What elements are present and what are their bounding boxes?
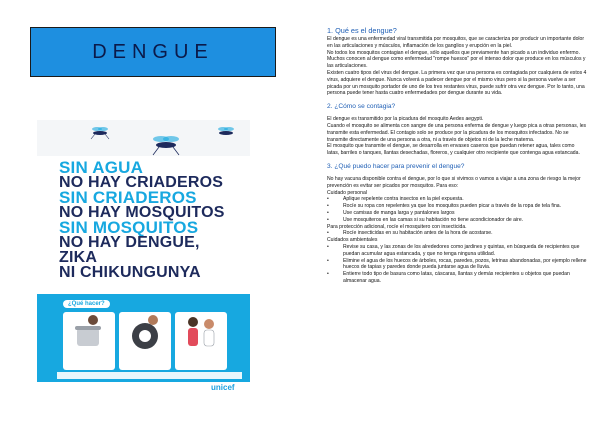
poster-line: NO HAY DENGUE, bbox=[59, 234, 200, 251]
people-illustration bbox=[175, 312, 227, 354]
paragraph: El dengue es transmitido por la picadura del mosquito Aedes aegypti. bbox=[327, 116, 484, 123]
poster-line: SIN AGUA bbox=[59, 158, 144, 177]
poster-headline bbox=[59, 160, 244, 280]
mosquito-icon bbox=[149, 134, 183, 156]
list-item: • Elimine el agua de los huecos de árboles, rocas, paredes, pozos, letrinas abandonadas, por ejemplo rellene huecos de tapias y paredes donde pueda juntarse agua de lluvia. bbox=[327, 257, 587, 271]
page-title: DENGUE bbox=[92, 40, 214, 63]
poster-line: NI CHIKUNGUNYA bbox=[59, 264, 201, 281]
what-to-do-label: ¿Qué hacer? bbox=[63, 300, 110, 308]
paragraph: No todos los mosquitos contagian el dengue, sólo aquellos que previamente han picado a un individuo enfermo. bbox=[327, 49, 580, 56]
list-item: • Rocíe su ropa con repelentes ya que los mosquitos pueden picar a través de la ropa de tela fina. bbox=[327, 203, 562, 210]
list-item: • Rocíe insecticidas en su habitación antes de la hora de acostarse. bbox=[327, 230, 493, 237]
poster-line: SIN CRIADEROS bbox=[59, 188, 197, 207]
unicef-logo: unicef bbox=[211, 383, 235, 392]
list-item: • Use mosquiteros en las camas si su habitación no tiene acondicionador de aire. bbox=[327, 216, 524, 223]
paragraph: Muchos conocen al dengue como enfermedad "rompe huesos" por el intenso dolor que produce en los músculos y las articulaciones. bbox=[327, 56, 586, 70]
subheading: Cuidado personal bbox=[327, 189, 367, 196]
mosquito-icon bbox=[89, 126, 111, 140]
paragraph: Para protección adicional, rocíe el mosquitero con insecticida. bbox=[327, 223, 467, 230]
list-item: • Revise su casa, y las zonas de los alrededores como jardines y quintas, en búsqueda de recipientes que puedan acumular agua estancada, y que no tenga ninguna utilidad. bbox=[327, 243, 580, 257]
poster-footer-bar bbox=[57, 372, 242, 379]
poster-card bbox=[175, 312, 227, 370]
poster-card bbox=[119, 312, 171, 370]
paragraph: El mosquito que transmite el dengue, se desarrolla en envases caseros que puedan retener agua, tales como latas, barriles o tanques, llantas desechadas, floreros, y cualquier otro recipiente que contenga agua estancada. bbox=[327, 143, 580, 157]
water-container-illustration bbox=[63, 312, 115, 354]
list-item: • Use camisas de manga larga y pantalones largos bbox=[327, 209, 455, 216]
section-heading: 3. ¿Qué puedo hacer para prevenir el dengue? bbox=[327, 162, 465, 170]
list-item: • Entierre todo tipo de basura como latas, cáscaras, llantas y demás recipientes u objetos que puedan almacenar agua. bbox=[327, 271, 570, 284]
section-heading: 1. Qué es el dengue? bbox=[327, 26, 397, 35]
poster-line: NO HAY MOSQUITOS bbox=[59, 204, 225, 221]
paragraph: No hay vacuna disponible contra el dengue, por lo que si vivimos o vamos a viajar a una zona de riesgo la mejor prevención es evitar ser picados por mosquitos. Para eso: bbox=[327, 175, 581, 189]
title-box bbox=[30, 27, 276, 77]
poster-line: NO HAY CRIADEROS bbox=[59, 174, 224, 191]
dengue-poster bbox=[37, 120, 250, 404]
mosquito-icon bbox=[215, 126, 237, 140]
poster-line: SIN MOSQUITOS bbox=[59, 218, 199, 237]
paragraph: Existen cuatro tipos del virus del dengue. La primera vez que una persona es contagiada por cualquiera de estos 4 virus, adquiere el dengue. Nunca volverá a padecer dengue por el mismo virus pero si la persona vuelve a ser picada por un mosquito portador de uno de los tres restantes virus, puede sufrir otra vez dengue. Por lo tanto, una persona puede tener hasta cuatro enfermedades por dengue durante su vida. bbox=[327, 69, 587, 97]
list-item: • Aplique repelente contra insectos en la piel expuesta. bbox=[327, 196, 464, 203]
paragraph: El dengue es una enfermedad viral transmitida por mosquitos, que se caracteriza por producir un importante dolor en las articulaciones y músculos, inflamación de los ganglios y erupción en la piel. bbox=[327, 36, 585, 49]
section-heading: 2. ¿Cómo se contagia? bbox=[327, 103, 396, 111]
subheading: Cuidados ambientales bbox=[327, 237, 378, 244]
tire-illustration bbox=[119, 312, 171, 354]
poster-line: ZIKA bbox=[59, 249, 98, 266]
poster-card bbox=[63, 312, 115, 370]
article bbox=[327, 27, 587, 285]
paragraph: Cuando el mosquito se alimenta con sangre de una persona enferma de dengue y luego pica a otras personas, les transmite esta enfermedad. El contagio solo se produce por la picadura de los mosquitos infectados. No se transmite directamente de una persona a otra, ni a través de objetos ni de la leche materna. bbox=[327, 122, 587, 143]
